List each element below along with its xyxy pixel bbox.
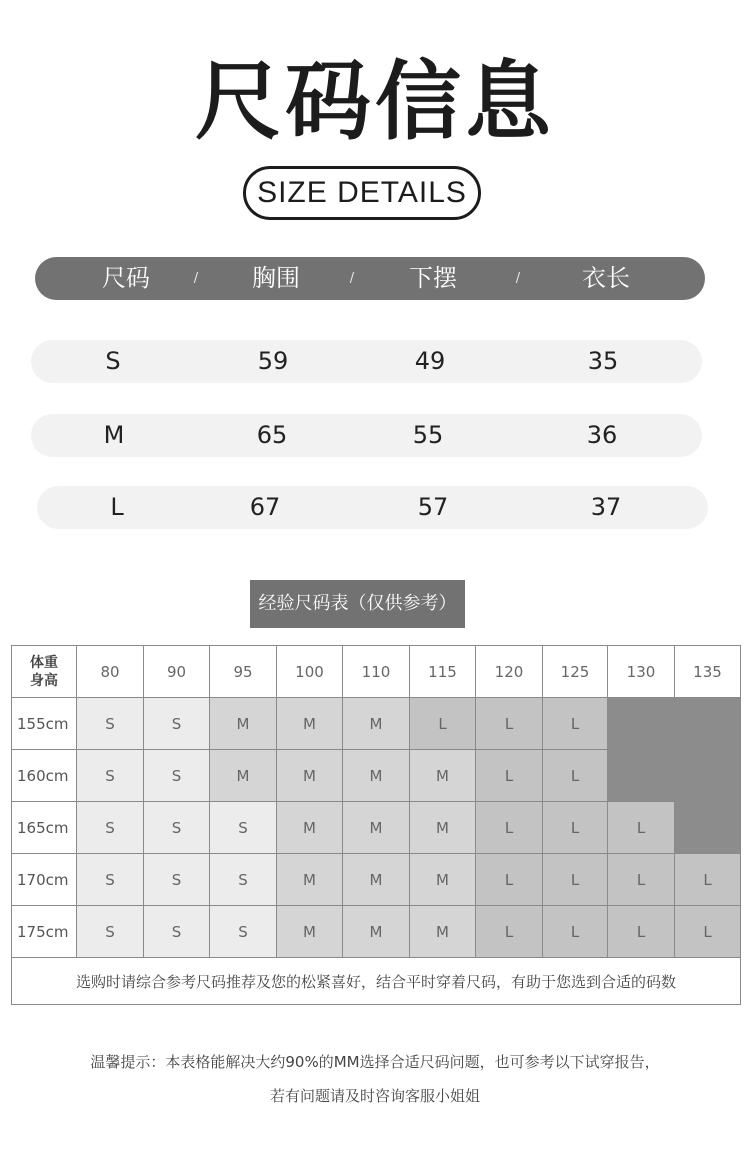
column-length: 衣长 xyxy=(582,264,630,292)
size-row-s xyxy=(31,340,702,383)
weight-header: 120 xyxy=(476,646,543,698)
size-cell: L xyxy=(543,698,608,750)
size-cell xyxy=(675,802,741,854)
weight-header: 135 xyxy=(675,646,741,698)
size-cell: L xyxy=(476,906,543,958)
size-cell: L xyxy=(543,854,608,906)
height-header: 160cm xyxy=(12,750,77,802)
size-cell xyxy=(608,698,675,750)
size-cell: L xyxy=(543,906,608,958)
size-cell: S xyxy=(105,347,121,375)
page-subtitle: SIZE DETAILS xyxy=(243,166,481,220)
weight-header: 90 xyxy=(144,646,210,698)
column-size: 尺码 xyxy=(102,264,150,292)
size-cell xyxy=(675,750,741,802)
weight-header-row xyxy=(12,646,741,698)
size-cell: L xyxy=(675,906,741,958)
size-cell: M xyxy=(277,854,343,906)
size-cell: M xyxy=(277,802,343,854)
size-cell: L xyxy=(608,854,675,906)
experience-chart-badge: 经验尺码表（仅供参考） xyxy=(250,580,465,628)
size-row-l xyxy=(37,486,708,529)
size-cell: S xyxy=(144,906,210,958)
chest-cell: 59 xyxy=(257,347,289,375)
size-cell: S xyxy=(144,802,210,854)
size-cell: L xyxy=(543,750,608,802)
size-cell: M xyxy=(410,906,476,958)
size-cell: S xyxy=(77,906,144,958)
chest-cell: 67 xyxy=(249,493,281,521)
size-cell: L xyxy=(476,750,543,802)
size-cell: M xyxy=(343,750,410,802)
size-cell: S xyxy=(77,854,144,906)
size-cell: S xyxy=(77,750,144,802)
column-separator: / xyxy=(193,271,199,286)
length-cell: 36 xyxy=(586,421,618,449)
chest-cell: 65 xyxy=(256,421,288,449)
hem-cell: 55 xyxy=(412,421,444,449)
weight-label: 体重 xyxy=(30,654,58,671)
column-separator: / xyxy=(515,271,521,286)
tip-line-1: 温馨提示：本表格能解决大约90%的MM选择合适尺码问题，也可参考以下试穿报告， xyxy=(90,1053,660,1071)
size-cell: S xyxy=(210,854,277,906)
size-cell: M xyxy=(277,698,343,750)
size-cell: S xyxy=(144,750,210,802)
size-cell: M xyxy=(343,698,410,750)
note-row xyxy=(12,958,741,1005)
size-cell: S xyxy=(144,698,210,750)
size-cell: M xyxy=(343,802,410,854)
size-cell: M xyxy=(410,750,476,802)
height-header: 155cm xyxy=(12,698,77,750)
size-cell: L xyxy=(476,802,543,854)
size-cell: L xyxy=(543,802,608,854)
size-cell: M xyxy=(410,854,476,906)
size-cell xyxy=(675,698,741,750)
size-cell: L xyxy=(110,493,124,521)
size-row-m xyxy=(31,414,702,457)
weight-header: 80 xyxy=(77,646,144,698)
tip-line-2: 若有问题请及时咨询客服小姐姐 xyxy=(269,1087,480,1105)
column-separator: / xyxy=(349,271,355,286)
height-row-175 xyxy=(12,906,741,958)
height-row-155 xyxy=(12,698,741,750)
length-cell: 37 xyxy=(590,493,622,521)
weight-header: 125 xyxy=(543,646,608,698)
height-header: 170cm xyxy=(12,854,77,906)
size-cell: L xyxy=(476,854,543,906)
size-cell: L xyxy=(608,906,675,958)
weight-header: 100 xyxy=(277,646,343,698)
hem-cell: 57 xyxy=(417,493,449,521)
column-hem: 下摆 xyxy=(409,264,457,292)
size-table-header xyxy=(35,257,705,300)
size-cell: M xyxy=(343,854,410,906)
column-chest: 胸围 xyxy=(252,264,300,292)
size-cell xyxy=(608,750,675,802)
weight-header: 130 xyxy=(608,646,675,698)
height-row-170 xyxy=(12,854,741,906)
size-cell: M xyxy=(210,750,277,802)
size-cell: L xyxy=(410,698,476,750)
weight-header: 95 xyxy=(210,646,277,698)
experience-size-chart xyxy=(11,645,741,1005)
weight-header: 110 xyxy=(343,646,410,698)
size-cell: M xyxy=(343,906,410,958)
size-cell: M xyxy=(277,906,343,958)
size-cell: S xyxy=(144,854,210,906)
height-header: 165cm xyxy=(12,802,77,854)
size-cell: L xyxy=(476,698,543,750)
hem-cell: 49 xyxy=(414,347,446,375)
size-cell: M xyxy=(103,421,125,449)
size-cell: L xyxy=(608,802,675,854)
size-cell: M xyxy=(410,802,476,854)
height-row-160 xyxy=(12,750,741,802)
length-cell: 35 xyxy=(587,347,619,375)
height-label: 身高 xyxy=(30,672,58,689)
chart-note: 选购时请综合参考尺码推荐及您的松紧喜好，结合平时穿着尺码，有助于您选到合适的码数 xyxy=(12,958,741,1005)
size-cell: S xyxy=(77,698,144,750)
page-title: 尺码信息 xyxy=(195,52,555,152)
height-row-165 xyxy=(12,802,741,854)
corner-cell xyxy=(12,646,77,698)
size-cell: M xyxy=(210,698,277,750)
size-cell: L xyxy=(675,854,741,906)
size-cell: M xyxy=(277,750,343,802)
size-cell: S xyxy=(210,802,277,854)
size-cell: S xyxy=(210,906,277,958)
size-cell: S xyxy=(77,802,144,854)
weight-header: 115 xyxy=(410,646,476,698)
height-header: 175cm xyxy=(12,906,77,958)
